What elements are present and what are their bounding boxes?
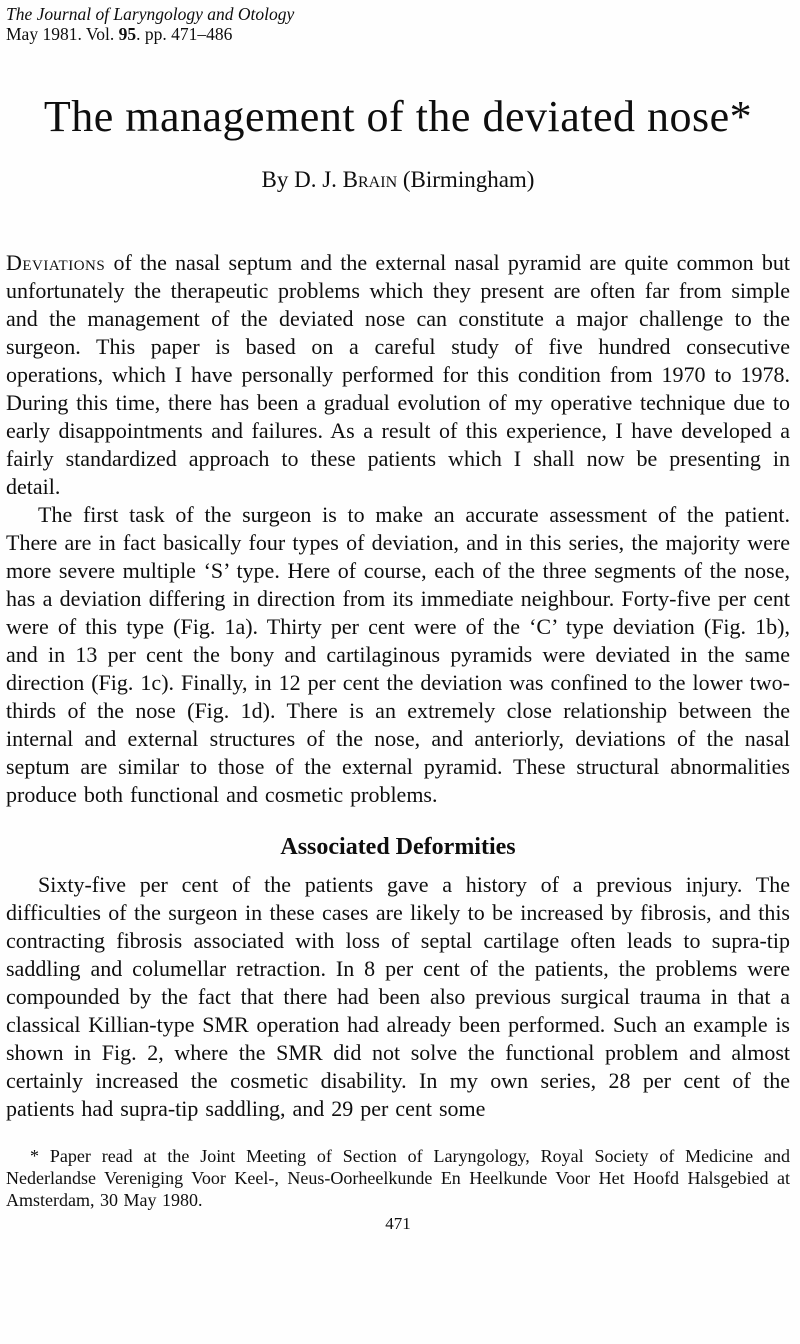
issue-date-volume-label: May 1981. Vol. <box>6 24 119 44</box>
page-range: . pp. 471–486 <box>136 24 233 44</box>
article-title: The management of the deviated nose* <box>43 92 753 141</box>
author-name: Brain <box>342 166 398 192</box>
section-heading-associated-deformities: Associated Deformities <box>280 833 516 860</box>
journal-header <box>6 4 790 44</box>
article-body <box>6 249 790 1123</box>
intro-paragraph-text: of the nasal septum and the external nasal pyramid are quite common but unfortunately the therapeutic problems which they present are often far from simple and the management of the deviated nose can constitute a major challenge to the surgeon. This paper is based on a careful study of five hundred consecutive operations, which I have personally performed for this condition from 1970 to 1978. During this time, there has been a gradual evolution of my operative technique due to early disappointments and failures. As a result of this experience, I have developed a fairly standardized approach to these patients which I shall now be presenting in detail. <box>6 249 790 499</box>
intro-lead-word: Deviations <box>6 249 106 275</box>
issue-info <box>6 24 790 44</box>
byline-prefix: By D. J. <box>261 166 343 192</box>
volume-number: 95 <box>118 24 137 44</box>
page-number: 471 <box>385 1213 411 1233</box>
intro-paragraph <box>6 249 790 501</box>
footnote: * Paper read at the Joint Meeting of Section of Laryngology, Royal Society of Medicine and Nederlandse Vereniging Voor Keel-, Neus-Oorheelkunde En Heelkunde Voor Het Hoofd Halsgebied at Amsterdam, 30 May 1980. <box>6 1145 790 1210</box>
associated-deformities-paragraph: Sixty-five per cent of the patients gave a history of a previous injury. The difficulties of the surgeon in these cases are likely to be increased by fibrosis, and this contracting fibrosis associated with loss of septal cartilage often leads to supra-tip saddling and columellar retraction. In 8 per cent of the patients, the problems were compounded by the fact that there had been also previous surgical trauma in that a classical Killian-type SMR operation had already been performed. Such an example is shown in Fig. 2, where the SMR did not solve the functional problem and almost certainly increased the cosmetic disability. In my own series, 28 per cent of the patients had supra-tip saddling, and 29 per cent some <box>6 871 790 1121</box>
byline <box>6 167 790 193</box>
page-footer <box>6 1145 790 1234</box>
deviation-types-paragraph: The first task of the surgeon is to make an accurate assessment of the patient. There are in fact basically four types of deviation, and in this series, the majority were more severe multiple ‘S’ type. Here of course, each of the three segments of the nose, has a deviation differing in direction from its immediate neighbour. Forty-five per cent were of this type (Fig. 1a). Thirty per cent were of the ‘C’ type deviation (Fig. 1b), and in 13 per cent the bony and cartilaginous pyramids were deviated in the same direction (Fig. 1c). Finally, in 12 per cent the deviation was confined to the lower two-thirds of the nose (Fig. 1d). There is an extremely close relationship between the internal and external structures of the nose, and anteriorly, deviations of the nasal septum are similar to those of the external pyramid. These structural abnormalities produce both functional and cosmetic problems. <box>6 501 790 807</box>
author-affiliation: (Birmingham) <box>397 166 535 192</box>
journal-name: The Journal of Laryngology and Otology <box>6 4 295 24</box>
